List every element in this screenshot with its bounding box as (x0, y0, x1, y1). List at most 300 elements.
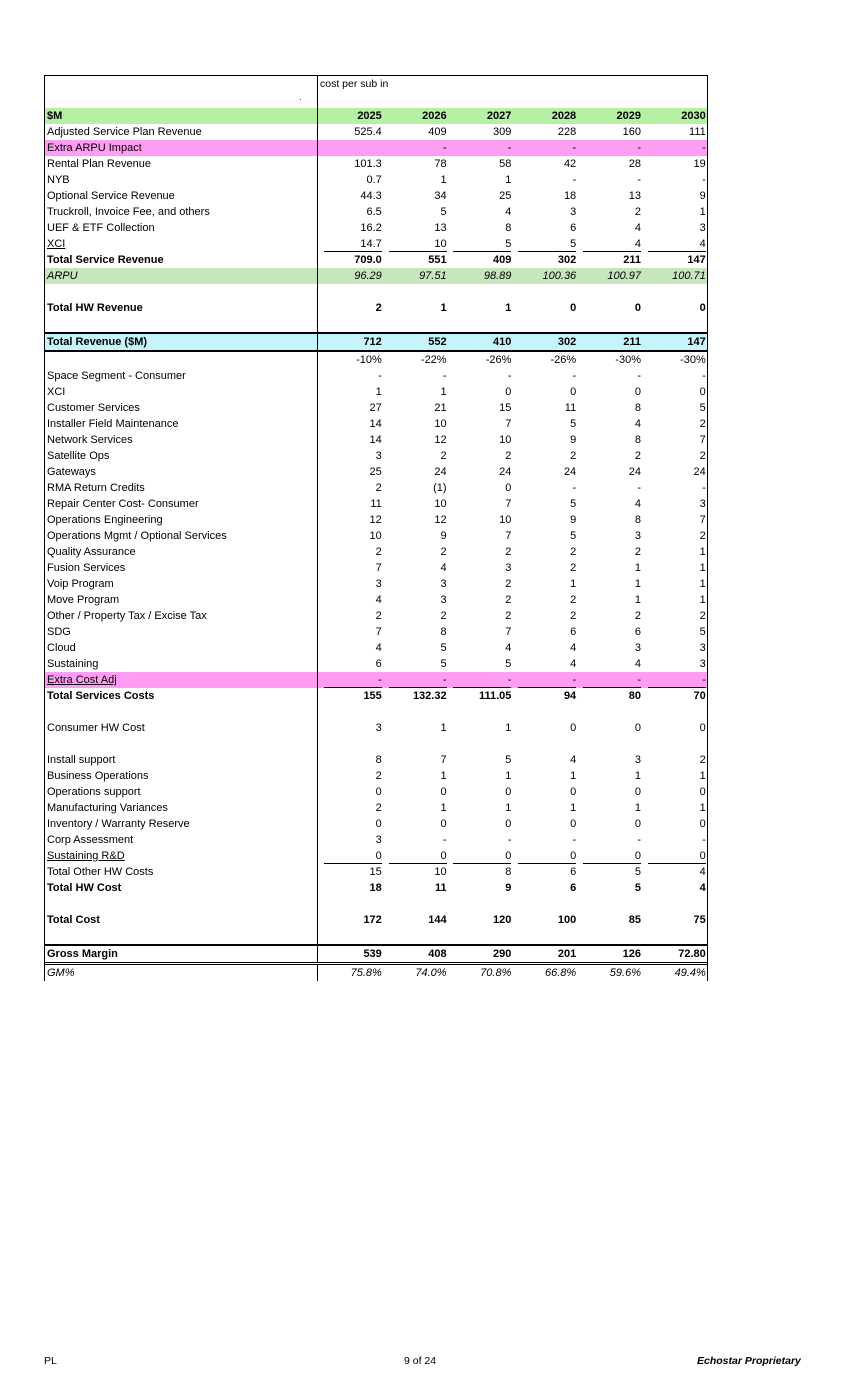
row-value (383, 236, 448, 252)
row-value (512, 236, 577, 252)
row-value: 120 (493, 914, 512, 926)
row-value (512, 704, 577, 720)
table-row (45, 672, 707, 688)
row-label: Truckroll, Invoice Fee, and others (45, 204, 318, 220)
row-value (642, 672, 707, 688)
row-value: 11 (564, 402, 577, 414)
row-value: 8 (634, 402, 641, 414)
row-value: 0 (699, 302, 706, 314)
row-value: 7 (699, 434, 706, 446)
row-label-text: XCI (47, 238, 66, 250)
row-value: 12 (434, 434, 447, 446)
row-value: 1 (440, 386, 447, 398)
row-value (642, 928, 707, 944)
row-value: 147 (687, 336, 706, 348)
row-value: 6.5 (366, 206, 382, 218)
table-row (45, 640, 707, 656)
table-row (45, 560, 707, 576)
row-value: - (637, 370, 641, 382)
row-value: 4 (375, 642, 382, 654)
row-value: 2 (375, 546, 382, 558)
row-label: Operations Mgmt / Optional Services (45, 528, 318, 544)
row-value: 72.80 (678, 948, 706, 960)
row-value: 34 (434, 190, 447, 202)
table-row (45, 736, 707, 752)
row-value-text: 0 (648, 849, 706, 864)
row-value: 172 (363, 914, 382, 926)
row-value: 1 (505, 174, 512, 186)
row-value: 15 (499, 402, 512, 414)
row-value: 4 (505, 206, 512, 218)
table-row (45, 896, 707, 912)
row-value (512, 896, 577, 912)
row-value: 0 (699, 722, 706, 734)
row-value: 12 (369, 514, 382, 526)
row-value: 97.51 (419, 270, 447, 282)
table-row (45, 284, 707, 300)
row-value: 302 (557, 336, 577, 348)
row-value: 0 (699, 786, 706, 798)
row-label: Gross Margin (45, 946, 318, 962)
row-value (512, 284, 577, 300)
row-value: 5 (699, 626, 706, 638)
row-value: - (702, 482, 706, 494)
row-value: 0 (505, 386, 512, 398)
row-value: 9 (570, 514, 577, 526)
row-value: 11 (370, 498, 382, 510)
row-value (577, 236, 642, 252)
table-row (45, 848, 707, 864)
row-value: 4 (634, 222, 641, 234)
table-row (45, 720, 707, 736)
row-value: 9 (570, 434, 577, 446)
row-value (318, 316, 383, 332)
row-value: 0 (634, 818, 641, 830)
row-value: 1 (375, 386, 382, 398)
row-value: 0 (375, 818, 382, 830)
row-value: 24 (693, 466, 706, 478)
row-value (577, 736, 642, 752)
row-label: Business Operations (45, 768, 318, 784)
row-value (577, 284, 642, 300)
row-value: 290 (493, 948, 512, 960)
row-value (642, 736, 707, 752)
row-value: 44.3 (360, 190, 382, 202)
row-value (318, 236, 383, 252)
row-label: Manufacturing Variances (45, 800, 318, 816)
row-value: 2 (570, 450, 577, 462)
row-value: 2 (375, 802, 382, 814)
header-year: 2026 (422, 110, 447, 122)
row-value: 1 (440, 722, 447, 734)
row-value: 2 (570, 546, 577, 558)
row-value: 7 (440, 754, 447, 766)
row-value-text: 0 (453, 849, 511, 864)
row-value: 228 (557, 126, 577, 138)
row-value: 1 (570, 770, 577, 782)
row-value (448, 236, 513, 252)
row-value: - (702, 834, 706, 846)
table-row (45, 800, 707, 816)
table-row (45, 704, 707, 720)
row-value: 18 (369, 882, 382, 894)
row-value: 11 (434, 882, 447, 894)
row-value: 7 (699, 514, 706, 526)
row-label: Fusion Services (45, 560, 318, 576)
row-value: 1 (699, 206, 706, 218)
row-value: 8 (375, 754, 382, 766)
row-value: - (702, 370, 706, 382)
row-value: 3 (634, 642, 641, 654)
row-value-text: - (453, 673, 511, 688)
row-value: 3 (570, 206, 577, 218)
row-value-text: 0 (324, 849, 382, 864)
row-value: 85 (628, 914, 641, 926)
row-value: 7 (375, 626, 382, 638)
row-value: 0 (699, 818, 706, 830)
row-value-text: - (324, 673, 382, 688)
row-label (45, 352, 318, 368)
row-value: 4 (570, 658, 577, 670)
table-row (45, 768, 707, 784)
row-value: 0 (570, 722, 577, 734)
table-row (45, 448, 707, 464)
row-label: Total Other HW Costs (45, 864, 318, 880)
table-row (45, 300, 707, 316)
row-value: - (507, 370, 512, 382)
row-value: 2 (570, 562, 577, 574)
row-label: Customer Services (45, 400, 318, 416)
row-value-text: 5 (518, 237, 576, 252)
row-value: 4 (375, 594, 382, 606)
table-row (45, 400, 707, 416)
row-value (448, 316, 513, 332)
row-value (318, 140, 383, 156)
row-value: -10% (356, 354, 382, 366)
row-label (45, 284, 318, 300)
row-value: 5 (440, 642, 447, 654)
row-value (577, 672, 642, 688)
row-value (318, 896, 383, 912)
row-value: 8 (440, 626, 447, 638)
row-value-text: 4 (648, 237, 706, 252)
row-value: 0 (505, 818, 512, 830)
row-value-text: 0 (583, 849, 641, 864)
row-value: 1 (634, 578, 641, 590)
table-row (45, 576, 707, 592)
row-label: Total Cost (45, 912, 318, 928)
row-label (45, 896, 318, 912)
row-value: 0 (634, 786, 641, 798)
row-value: 74.0% (415, 967, 447, 979)
row-value: 1 (505, 770, 512, 782)
row-value: 80 (628, 690, 641, 702)
row-value (318, 704, 383, 720)
table-row (45, 880, 707, 896)
row-value: 1 (634, 802, 641, 814)
row-label: Rental Plan Revenue (45, 156, 318, 172)
row-value-text: 0 (389, 849, 447, 864)
row-value: 1 (699, 562, 706, 574)
table-row (45, 784, 707, 800)
table-row (45, 864, 707, 880)
row-value: 409 (493, 254, 512, 266)
row-value: 24 (563, 466, 577, 478)
row-value: 8 (634, 434, 641, 446)
row-value: 7 (505, 530, 512, 542)
row-value: 409 (428, 126, 447, 138)
row-value: 2 (375, 302, 382, 314)
row-value: 309 (493, 126, 512, 138)
row-value: 3 (375, 722, 382, 734)
row-value: 2 (375, 770, 382, 782)
table-row (45, 384, 707, 400)
row-label: Move Program (45, 592, 318, 608)
row-value: 111.05 (478, 690, 512, 702)
row-value: 0 (570, 818, 577, 830)
row-value: 5 (634, 866, 641, 878)
row-value: -26% (550, 354, 577, 366)
row-value-text: 14.7 (324, 237, 382, 252)
row-value: 96.29 (354, 270, 382, 282)
row-value: 18 (563, 190, 577, 202)
row-value: 5 (505, 754, 512, 766)
row-value: 1 (440, 302, 447, 314)
row-value: 0 (505, 482, 512, 494)
row-value: 525.4 (354, 126, 382, 138)
header-year: 2030 (681, 110, 706, 122)
row-value: 3 (634, 530, 641, 542)
row-value: 1 (699, 770, 706, 782)
row-value: 8 (505, 866, 512, 878)
row-value (448, 848, 513, 864)
row-value (448, 704, 513, 720)
row-value: 1 (505, 302, 512, 314)
table-row (45, 464, 707, 480)
row-value (512, 928, 577, 944)
row-value: 25 (369, 466, 382, 478)
proprietary-notice: Echostar Proprietary (697, 1355, 801, 1367)
row-value: 0 (570, 302, 577, 314)
row-value: 2 (634, 546, 641, 558)
row-value (448, 284, 513, 300)
row-value: 1 (505, 722, 512, 734)
row-value: 211 (623, 254, 641, 266)
row-value: 2 (634, 206, 641, 218)
row-value: 42 (563, 158, 577, 170)
row-value: 0 (570, 786, 577, 798)
row-value: 9 (699, 190, 706, 202)
row-value: 1 (634, 594, 641, 606)
row-value: - (572, 370, 577, 382)
header-label: $M (45, 108, 318, 124)
row-value: 132.32 (412, 690, 447, 702)
table-row (45, 608, 707, 624)
row-value: (1) (433, 482, 447, 494)
row-value: 4 (570, 754, 577, 766)
row-value-text: 4 (583, 237, 641, 252)
row-value: 1 (440, 770, 447, 782)
row-value: - (572, 174, 577, 186)
row-value: 2 (505, 610, 512, 622)
row-value: 2 (440, 450, 447, 462)
row-value: 9 (505, 882, 512, 894)
row-value: - (572, 482, 577, 494)
row-value: 4 (440, 562, 447, 574)
row-value (577, 896, 642, 912)
row-value: 6 (634, 626, 641, 638)
table-row (45, 496, 707, 512)
row-label: Repair Center Cost- Consumer (45, 496, 318, 512)
table-row (45, 188, 707, 204)
row-value: 2 (570, 610, 577, 622)
row-label: Consumer HW Cost (45, 720, 318, 736)
row-value (448, 896, 513, 912)
row-value (512, 848, 577, 864)
row-value: 111 (689, 126, 706, 138)
row-value: 58 (499, 158, 512, 170)
row-value: 100.36 (542, 270, 577, 282)
table-row (45, 316, 707, 332)
row-label: Total HW Cost (45, 880, 318, 896)
row-value: - (442, 142, 447, 154)
row-value: 2 (505, 546, 512, 558)
row-value: - (442, 370, 447, 382)
row-value: 5 (570, 418, 577, 430)
row-label: Gateways (45, 464, 318, 480)
row-value: 302 (557, 254, 577, 266)
row-label (45, 236, 318, 252)
table-row (45, 544, 707, 560)
table-row (45, 352, 707, 368)
table-row (45, 512, 707, 528)
row-value (448, 672, 513, 688)
row-label (45, 316, 318, 332)
row-label: Other / Property Tax / Excise Tax (45, 608, 318, 624)
table-row (45, 928, 707, 944)
row-value: - (702, 142, 706, 154)
row-label: Network Services (45, 432, 318, 448)
row-value (642, 848, 707, 864)
row-label: Optional Service Revenue (45, 188, 318, 204)
row-value: 70.8% (480, 967, 512, 979)
note-dot: · (299, 95, 302, 104)
cost-per-sub-note: cost per sub in (320, 78, 389, 90)
row-label: Sustaining (45, 656, 318, 672)
row-value: 3 (375, 834, 382, 846)
row-value: 27 (369, 402, 382, 414)
header-row (45, 108, 707, 124)
row-value: 3 (699, 658, 706, 670)
row-label: Operations support (45, 784, 318, 800)
row-label-text: Sustaining R&D (47, 850, 125, 862)
row-value: 2 (505, 578, 512, 590)
row-label: Cloud (45, 640, 318, 656)
row-value: -30% (615, 354, 641, 366)
row-value: 3 (440, 594, 447, 606)
row-value: - (637, 482, 641, 494)
row-value: 0 (634, 302, 641, 314)
row-value: 10 (499, 514, 512, 526)
row-value (318, 672, 383, 688)
row-label: Corp Assessment (45, 832, 318, 848)
row-label (45, 704, 318, 720)
row-value (577, 848, 642, 864)
row-value: 15 (369, 866, 382, 878)
row-value: 12 (434, 514, 447, 526)
row-value (383, 704, 448, 720)
row-value (448, 928, 513, 944)
row-value: 10 (434, 866, 447, 878)
row-value: 16.2 (360, 222, 382, 234)
table-row (45, 624, 707, 640)
row-value: 19 (693, 158, 706, 170)
row-value: - (637, 142, 641, 154)
row-value: 3 (634, 754, 641, 766)
row-value (642, 316, 707, 332)
row-value: - (507, 142, 512, 154)
table-row (45, 480, 707, 496)
row-value: 712 (363, 336, 382, 348)
row-label: Installer Field Maintenance (45, 416, 318, 432)
row-value: 2 (375, 482, 382, 494)
table-row (45, 252, 707, 268)
table-row (45, 656, 707, 672)
row-value: 2 (505, 594, 512, 606)
table-row (45, 124, 707, 140)
row-value: 5 (634, 882, 641, 894)
row-value: 7 (505, 498, 512, 510)
row-value: -30% (680, 354, 706, 366)
row-value: - (507, 834, 512, 846)
row-value: 3 (699, 222, 706, 234)
row-value: 0 (440, 786, 447, 798)
row-value: 4 (634, 658, 641, 670)
row-value (642, 236, 707, 252)
table-row (45, 965, 707, 981)
row-value: 539 (363, 948, 382, 960)
row-value (318, 928, 383, 944)
row-value (642, 704, 707, 720)
header-year: 2029 (616, 110, 641, 122)
table-row (45, 912, 707, 928)
row-value: 1 (505, 802, 512, 814)
row-value (577, 928, 642, 944)
row-value: 2 (699, 530, 706, 542)
table-row (45, 832, 707, 848)
row-value: 5 (440, 206, 447, 218)
row-value (383, 672, 448, 688)
row-value: 8 (634, 514, 641, 526)
row-value: 100 (557, 914, 577, 926)
table-row (45, 236, 707, 252)
row-value: 25 (499, 190, 512, 202)
row-value: 8 (505, 222, 512, 234)
row-value: 2 (699, 418, 706, 430)
row-value (512, 672, 577, 688)
row-value: 2 (699, 610, 706, 622)
row-value: 0 (570, 386, 577, 398)
row-label: Adjusted Service Plan Revenue (45, 124, 318, 140)
row-value: 6 (570, 882, 577, 894)
row-value: 410 (493, 336, 512, 348)
row-value (383, 848, 448, 864)
row-value: -26% (485, 354, 512, 366)
table-row (45, 592, 707, 608)
row-value: 70 (693, 690, 706, 702)
row-value: 5 (440, 658, 447, 670)
row-label: Total Services Costs (45, 688, 318, 704)
